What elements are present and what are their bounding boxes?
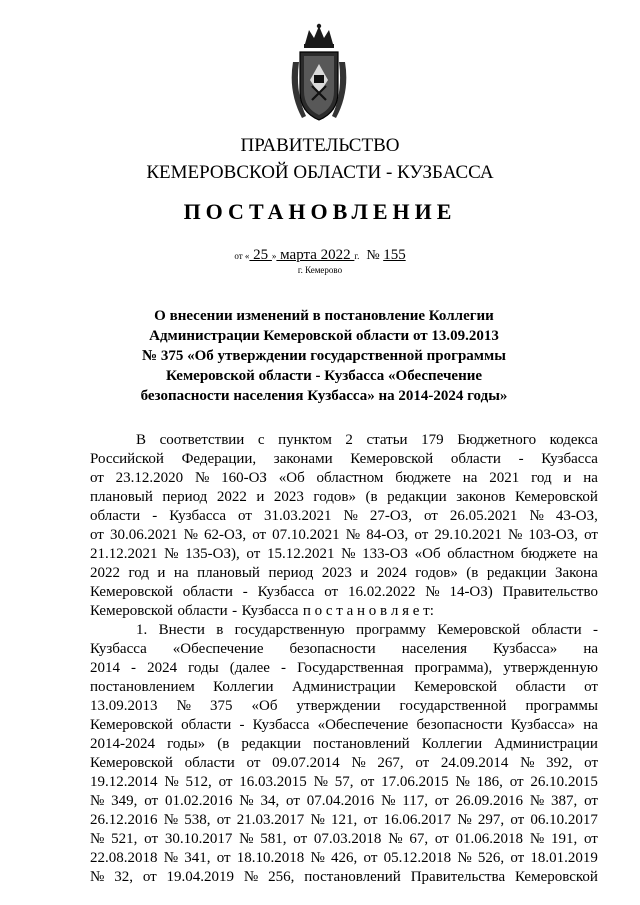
body-word: редакции (486, 565, 547, 581)
body-word: - (242, 584, 248, 600)
body-line (90, 526, 598, 545)
body-word: от (90, 470, 104, 486)
body-word: программы (525, 698, 598, 714)
body-word: 07.04.2016 (306, 793, 375, 809)
body-word: 117, (402, 793, 428, 809)
body-word: государственную (234, 622, 345, 638)
body-word: 426, (331, 850, 358, 866)
body-line (90, 602, 598, 621)
body-word: - (518, 451, 524, 467)
body-word: № (507, 527, 523, 543)
subject-line: О внесении изменений в постановление Коллегии (154, 308, 494, 324)
body-word: № (163, 850, 179, 866)
body-word: 160-ОЗ (221, 470, 267, 486)
body-word: и (563, 470, 572, 486)
body-word: год (531, 470, 552, 486)
body-word: на (583, 641, 598, 657)
body-word: 186, (476, 774, 503, 790)
body-line (90, 830, 598, 849)
body-word: 27-ОЗ, (369, 508, 412, 524)
body-word: 32, (114, 869, 133, 885)
body-word: Кемеровской (90, 584, 173, 600)
body-word: № (341, 546, 356, 562)
body-word: 30.10.2017 (164, 831, 233, 847)
body-word: от (414, 527, 429, 543)
body-word: «Об (414, 546, 441, 562)
body-word: 2022 (216, 489, 247, 505)
document-body (90, 431, 598, 887)
body-word: Кемеровской (514, 489, 598, 505)
body-word: № (183, 527, 198, 543)
body-word: № (425, 584, 440, 600)
body-line (90, 564, 598, 583)
body-word: годов» (415, 565, 458, 581)
body-word: 2024 (376, 565, 407, 581)
body-word: 387, (551, 793, 578, 809)
body-word: 349, (111, 793, 138, 809)
body-word: 133-ОЗ (362, 546, 408, 562)
body-word: редакции (387, 489, 447, 505)
body-word: в (216, 622, 224, 638)
body-line (90, 811, 598, 830)
body-word: 43-ОЗ, (555, 508, 598, 524)
body-word: № (176, 698, 191, 714)
subject-line: безопасности населения Кузбасса» на 2014-2024 годы» (140, 388, 508, 404)
body-word: 18.01.2019 (530, 850, 598, 866)
body-word: государственной (399, 698, 507, 714)
body-word: от (252, 527, 267, 543)
body-word: от (218, 774, 233, 790)
body-word: № (90, 831, 105, 847)
body-word: № (343, 508, 358, 524)
body-word: от (293, 831, 308, 847)
body-word: № (310, 812, 325, 828)
body-word: 26.10.2015 (530, 774, 598, 790)
body-word: постановлений (304, 869, 401, 885)
body-word: Правительство (502, 584, 598, 600)
body-word: 23.12.2020 (115, 470, 184, 486)
body-word: от (584, 527, 598, 543)
body-word: плановый (197, 565, 260, 581)
body-word: и (360, 565, 369, 581)
body-word: - (131, 660, 137, 676)
body-word: Закона (554, 565, 598, 581)
body-word: области (450, 451, 501, 467)
body-word: от (144, 831, 159, 847)
body-word: Кузбасса (541, 451, 598, 467)
body-word: 21.12.2021 (90, 546, 158, 562)
body-word: 01.02.2016 (164, 793, 233, 809)
body-word: 29.10.2021 (434, 527, 502, 543)
document-city: г. Кемерово (297, 265, 343, 275)
body-word: 16.03.2015 (239, 774, 307, 790)
body-word: 2023 (321, 565, 352, 581)
body-word: от (90, 527, 104, 543)
body-word: 57, (334, 774, 354, 790)
body-word: 341, (184, 850, 211, 866)
body-word: Государственная (297, 660, 404, 676)
body-word: год (128, 565, 149, 581)
body-word: Кемеровской (90, 717, 173, 733)
body-word: 15.12.2021 (266, 546, 335, 562)
body-word: Кемеровской (414, 679, 498, 695)
body-word: (в (365, 489, 378, 505)
body-word: бюджете (520, 546, 577, 562)
body-line (90, 659, 598, 678)
body-word: от (324, 584, 339, 600)
body-word: от (360, 774, 375, 790)
body-word: период (162, 489, 208, 505)
body-word: 19.12.2014 (90, 774, 158, 790)
body-word: «Обеспечение (172, 641, 264, 657)
body-word: области (181, 717, 232, 733)
body-word: № (457, 812, 472, 828)
body-word: области (184, 755, 235, 771)
body-word: 18.10.2018 (236, 850, 305, 866)
body-word: 392, (546, 755, 573, 771)
body-word: 512, (185, 774, 212, 790)
body-word: области (515, 679, 566, 695)
body-word: годов» (313, 489, 356, 505)
body-word: 375 (209, 698, 233, 714)
body-word: с (257, 432, 265, 448)
body-word: от (584, 755, 598, 771)
body-word: - (239, 717, 245, 733)
body-word: Кузбасса» (510, 717, 576, 733)
body-word: 07.03.2018 (313, 831, 382, 847)
body-word: Кемеровской (514, 869, 598, 885)
document-type-title: ПОСТАНОВЛЕНИЕ (183, 199, 457, 224)
body-word: 538, (184, 812, 211, 828)
body-word: 2 (345, 432, 353, 448)
body-word: от (434, 793, 449, 809)
body-word: от (583, 831, 598, 847)
body-word: 14-ОЗ) (449, 584, 493, 600)
body-word: № (455, 774, 470, 790)
body-word: программа), (414, 660, 493, 676)
body-word: № (381, 793, 396, 809)
body-word: № (90, 793, 105, 809)
body-word: № (310, 850, 325, 866)
body-word: постановлением (90, 679, 195, 695)
body-word: «Об (278, 470, 305, 486)
body-word: Кузбасса (90, 641, 147, 657)
body-word: от (246, 755, 261, 771)
body-line (90, 545, 598, 564)
body-word: 267, (377, 755, 404, 771)
body-word: 521, (111, 831, 138, 847)
body-word: № (529, 793, 545, 809)
body-word: (в (217, 736, 230, 752)
body-word: Кузбасса (241, 603, 299, 619)
body-word: № (388, 831, 403, 847)
body-word: Коллегии (421, 736, 483, 752)
body-word: утверждении (296, 698, 381, 714)
body-word: № (313, 774, 328, 790)
body-word: годы» (167, 736, 206, 752)
body-word: Кемеровской (437, 622, 521, 638)
body-word: на (583, 470, 598, 486)
body-word: 22.08.2018 (90, 850, 158, 866)
body-word: от (142, 869, 157, 885)
body-word: 26.09.2016 (455, 793, 523, 809)
body-word: 2023 (273, 489, 304, 505)
body-word: 2024 (147, 660, 178, 676)
body-word: Кузбасса (257, 584, 315, 600)
body-word: области (182, 584, 233, 600)
body-word: 34, (260, 793, 280, 809)
body-word: плановый (90, 489, 153, 505)
date-year-suffix: г. (354, 251, 360, 261)
body-line (90, 431, 598, 450)
body-word: 179 (421, 432, 444, 448)
body-word: от (216, 850, 231, 866)
body-line (90, 621, 598, 640)
body-word: Администрации (494, 736, 598, 752)
body-word: Кемеровской (350, 451, 434, 467)
body-word: 191, (550, 831, 578, 847)
body-word: на (583, 717, 598, 733)
body-word: (в (466, 565, 479, 581)
body-word: 2021 (489, 470, 520, 486)
government-name-line1: ПРАВИТЕЛЬСТВО (240, 135, 400, 156)
body-line (90, 507, 598, 526)
body-word: от (144, 793, 159, 809)
body-word: соответствии (159, 432, 245, 448)
body-word: Кузбасса» (493, 641, 558, 657)
body-word: области (90, 508, 141, 524)
body-word: - (152, 508, 158, 524)
subject-line: № 375 «Об утверждении государственной программы (142, 348, 506, 364)
body-word: 21.03.2017 (236, 812, 305, 828)
body-word: № (90, 869, 105, 885)
body-word: области (531, 622, 582, 638)
body-word: № (345, 527, 361, 543)
body-word: Федерации, (181, 451, 257, 467)
body-word: от (509, 774, 524, 790)
body-word: от (238, 508, 252, 524)
body-line (90, 716, 598, 735)
body-word: пунктом (278, 432, 332, 448)
body-word: 2022 (90, 565, 120, 581)
body-word: от (434, 831, 449, 847)
body-word: 135-ОЗ), (185, 546, 240, 562)
body-word: редакции (241, 736, 301, 752)
body-word: бюджете (395, 470, 451, 486)
body-word: постановлений (313, 736, 410, 752)
body-line (90, 488, 598, 507)
body-word: период (268, 565, 314, 581)
body-word: № (163, 812, 179, 828)
body-word: № (529, 508, 544, 524)
body-word: № (243, 869, 259, 885)
date-month-year: марта 2022 (276, 247, 355, 263)
body-word: 67, (409, 831, 429, 847)
body-word: Кемеровской (90, 755, 173, 771)
body-line (90, 754, 598, 773)
body-word: от (286, 793, 300, 809)
body-line (90, 773, 598, 792)
body-word: Правительства (410, 869, 506, 885)
body-word: областном (447, 546, 515, 562)
body-line (90, 792, 598, 811)
body-word: 17.06.2015 (381, 774, 449, 790)
body-word: законов (456, 489, 506, 505)
body-word: программу (356, 622, 426, 638)
date-day: 25 (249, 247, 272, 263)
body-word: и (157, 565, 166, 581)
body-line (90, 849, 598, 868)
body-word: безопасности (416, 717, 503, 733)
body-word: Администрации (292, 679, 396, 695)
body-word: 05.12.2018 (383, 850, 452, 866)
body-line (90, 735, 598, 754)
body-word: областном (316, 470, 384, 486)
date-prefix: от « (234, 251, 250, 261)
body-word: № (164, 546, 179, 562)
document-date-number (0, 247, 640, 264)
body-word: от (415, 755, 430, 771)
body-word: области (177, 603, 228, 619)
body-word: 256, (268, 869, 295, 885)
body-word: - (592, 622, 598, 638)
body-word: - (281, 660, 287, 676)
body-word: от (363, 812, 378, 828)
body-word: статьи (366, 432, 408, 448)
body-word: № (351, 755, 366, 771)
body-word: № (194, 470, 210, 486)
body-word: № (239, 793, 254, 809)
body-word: от (424, 508, 438, 524)
body-word: от (584, 793, 598, 809)
body-word: безопасности (289, 641, 376, 657)
body-word: законами (273, 451, 333, 467)
body-word: 121, (331, 812, 358, 828)
body-word: от (584, 679, 598, 695)
body-word: 07.10.2021 (272, 527, 340, 543)
body-word: от (246, 546, 261, 562)
body-word: № (529, 831, 545, 847)
body-word: 581, (260, 831, 287, 847)
body-word: № (239, 831, 254, 847)
subject-line: Администрации Кемеровской области от 13.09.2013 (149, 328, 499, 344)
document-number: 155 (383, 247, 406, 263)
body-word: 09.07.2014 (272, 755, 340, 771)
body-word: кодекса (549, 432, 598, 448)
body-word: «Обеспечение (317, 717, 409, 733)
body-word: от (216, 812, 231, 828)
date-mid: » (271, 251, 277, 261)
body-word: 24.09.2014 (440, 755, 509, 771)
body-word: В (136, 432, 147, 448)
body-word: № (457, 850, 472, 866)
body-word: на (462, 470, 478, 486)
body-word: № (164, 774, 179, 790)
body-line (90, 868, 598, 887)
body-word: на (583, 546, 598, 562)
body-word: 526, (477, 850, 505, 866)
body-word: 31.03.2021 (263, 508, 332, 524)
body-word: 1. (136, 622, 148, 638)
body-word: п о с т а н о в л я е т: (302, 603, 434, 619)
body-word: Внести (158, 622, 205, 638)
body-word: 2014 (90, 660, 120, 676)
body-word: Кемеровской (90, 603, 173, 619)
body-word: утвержденную (503, 660, 598, 676)
body-line (90, 469, 598, 488)
body-word: «Об (251, 698, 278, 714)
body-word: 13.09.2013 (90, 698, 158, 714)
number-prefix: № (366, 248, 380, 263)
body-word: 19.04.2019 (166, 869, 235, 885)
body-word: от (510, 850, 525, 866)
body-word: 62-ОЗ, (204, 527, 247, 543)
body-word: Коллегии (213, 679, 274, 695)
body-word: № (520, 755, 535, 771)
body-word: 297, (477, 812, 505, 828)
body-word: 103-ОЗ, (528, 527, 578, 543)
body-word: населения (401, 641, 467, 657)
body-line (90, 697, 598, 716)
body-word: Российской (90, 451, 164, 467)
body-word: от (363, 850, 378, 866)
body-word: 30.06.2021 (109, 527, 178, 543)
body-word: Кузбасса (169, 508, 226, 524)
body-word: от (510, 812, 525, 828)
body-word: и (256, 489, 265, 505)
subject-line: Кемеровской области - Кузбасса «Обеспечение (165, 368, 483, 384)
body-word: 06.10.2017 (530, 812, 598, 828)
body-word: годы (188, 660, 219, 676)
body-line (90, 583, 598, 602)
body-word: 26.12.2016 (90, 812, 158, 828)
government-name-line2: КЕМЕРОВСКОЙ ОБЛАСТИ - КУЗБАССА (146, 162, 494, 183)
body-line (90, 640, 598, 659)
body-word: 16.06.2017 (383, 812, 452, 828)
body-word: Кузбасса (252, 717, 310, 733)
body-word: 01.06.2018 (455, 831, 524, 847)
document-subject (130, 306, 518, 406)
body-word: 84-ОЗ, (366, 527, 409, 543)
body-word: Бюджетного (457, 432, 537, 448)
body-word: (далее (229, 660, 270, 676)
coat-of-arms-icon (290, 22, 348, 126)
body-word: на (173, 565, 189, 581)
body-word: 2014-2024 (90, 736, 155, 752)
body-word: 16.02.2022 (347, 584, 416, 600)
body-word: - (232, 603, 238, 619)
body-line (90, 450, 598, 469)
body-line (90, 678, 598, 697)
body-word: 26.05.2021 (449, 508, 518, 524)
